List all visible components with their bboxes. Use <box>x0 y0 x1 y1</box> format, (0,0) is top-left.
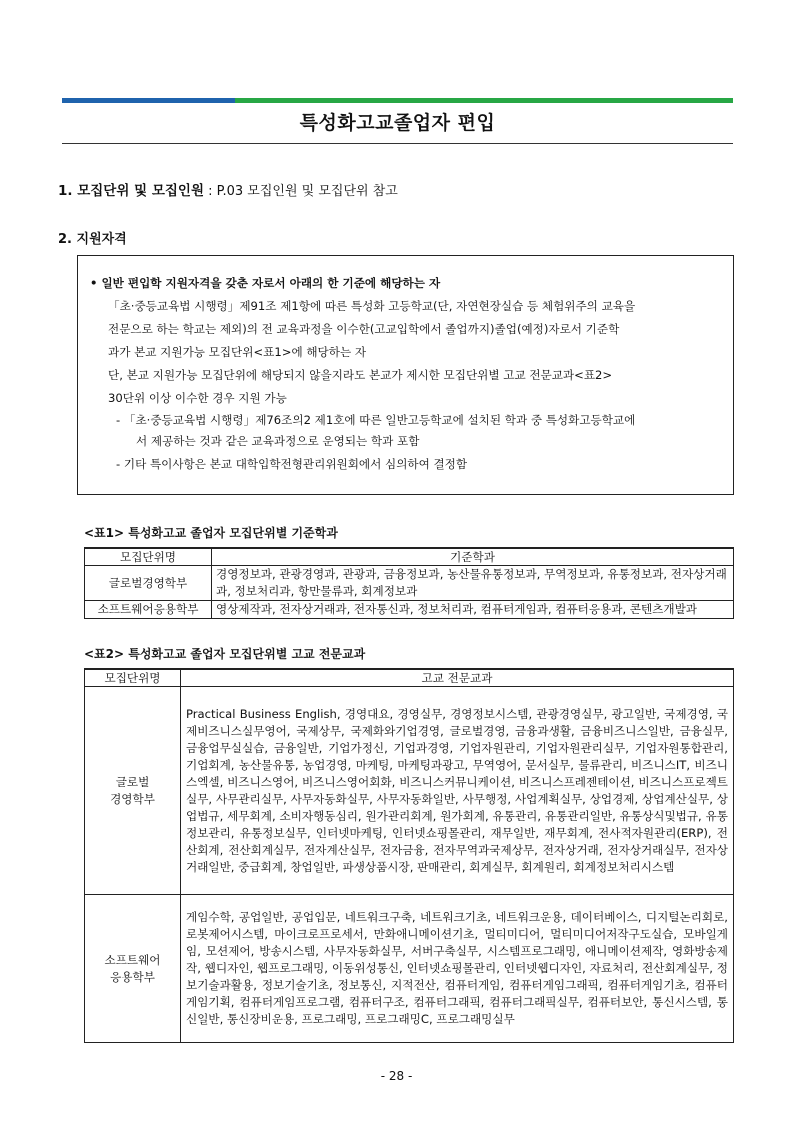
qual-line-7: - 「초·중등교육법 시행령」제76조의2 제1호에 따른 일반고등학교에 설치된 학과 중 특성화고등학교에 <box>116 413 636 427</box>
page-number: - 28 - <box>380 1069 413 1083</box>
table-row <box>85 601 734 619</box>
section1-colon: : <box>204 184 217 199</box>
unit-name <box>85 687 181 895</box>
page-title: 특성화고교졸업자 편입 <box>299 112 496 134</box>
section2-label: 2. 지원자격 <box>58 232 127 247</box>
table2-caption: <표2> 특성화고교 졸업자 모집단위별 고교 전문교과 <box>84 647 366 661</box>
table2-vocational-subjects <box>84 668 734 1043</box>
section1-label: 1. 모집단위 및 모집인원 <box>58 183 204 199</box>
qualification-box <box>77 255 734 495</box>
section-recruitment-unit <box>58 182 398 201</box>
table-header-cell: 모집단위명 <box>85 669 181 687</box>
section1-text: P.03 모집인원 및 모집단위 참고 <box>216 184 398 199</box>
table-header-row <box>85 669 734 687</box>
title-divider <box>62 143 733 144</box>
unit-name-line2: 경영학부 <box>110 791 155 806</box>
unit-name: 글로벌경영학부 <box>85 566 212 601</box>
qual-line-8: 서 제공하는 것과 같은 교육과정으로 운영되는 학과 포함 <box>136 434 420 448</box>
qual-line-1: • 일반 편입학 지원자격을 갖춘 자로서 아래의 한 기준에 해당하는 자 <box>90 276 441 290</box>
unit-name <box>85 895 181 1043</box>
qual-line-6: 30단위 이상 이수한 경우 지원 가능 <box>108 391 287 405</box>
table-header-cell: 기준학과 <box>212 548 734 566</box>
title-bar-blue <box>62 98 235 103</box>
table-row <box>85 687 734 895</box>
table-row <box>85 566 734 601</box>
qual-line-5: 단, 본교 지원가능 모집단위에 해당되지 않을지라도 본교가 제시한 모집단위별 고교 전문교과<표2> <box>108 368 613 382</box>
unit-name-line1: 글로벌 <box>115 774 150 789</box>
vocational-subjects: Practical Business English, 경영대요, 경영실무, 경영정보시스템, 관광경영실무, 광고일반, 국제경영, 국제비즈니스실무영어, 국제상무, 국제화와기업경영, 글로벌경영, 금융과생활, 금융비즈니스일반, 금융실무, 금융업무실실습, 금융일반, 기업가정신, 기업과경영, 기업자원관리, 기업자원관리실무, 기업자원통합관리, 기업회계, 농산물유통, 농업경영, 마케팅, 마케팅과광고, 무역영어, 문서실무, 물류관리, 비즈니스IT, 비즈니스엑셀, 비즈니스영어, 비즈니스영어회화, 비즈니스커뮤니케이션, 비즈니스프레젠테이션, 비즈니스프로젝트실무, 사무관리실무, 사무자동화실무, 사무자동화일반, 사무행정, 사업계획실무, 상업경제, 상업계산실무, 상업법규, 세무회계, 소비자행동심리, 원가관리회계, 원가회계, 유통관리, 유통관리일반, 유통상식및법규, 유통정보관리, 유통정보실무, 인터넷마케팅, 인터넷쇼핑몰관리, 재무일반, 재무회계, 전사적자원관리(ERP), 전산회계, 전산회계실무, 전자계산실무, 전자금융, 전자무역과국제상무, 전자상거래, 전자상거래실무, 전자상거래일반, 중급회계, 창업일반, 파생상품시장, 판매관리, 회계실무, 회계원리, 회계정보처리시스템 <box>181 687 734 895</box>
base-departments: 경영정보과, 관광경영과, 관광과, 금융정보과, 농산물유통정보과, 무역정보과, 유통정보과, 전자상거래과, 정보처리과, 항만물류과, 회계정보과 <box>212 566 734 601</box>
qual-line-3: 전문으로 하는 학교는 제외)의 전 교육과정을 이수한(고교입학에서 졸업까지)졸업(예정)자로서 기준학 <box>108 322 620 336</box>
unit-name-line1: 소프트웨어 <box>104 952 161 967</box>
base-departments: 영상제작과, 전자상거래과, 전자통신과, 정보처리과, 컴퓨터게임과, 컴퓨터응용과, 콘텐츠개발과 <box>212 601 734 619</box>
table-row <box>85 895 734 1043</box>
title-bar-green <box>235 98 733 103</box>
table-header-row <box>85 548 734 566</box>
table1-base-departments <box>84 547 734 619</box>
qual-line-4: 과가 본교 지원가능 모집단위<표1>에 해당하는 자 <box>108 345 367 359</box>
qual-line-9: - 기타 특이사항은 본교 대학입학전형관리위원회에서 심의하여 결정함 <box>116 457 468 471</box>
table1-caption: <표1> 특성화고교 졸업자 모집단위별 기준학과 <box>84 526 338 540</box>
qual-line-2: 「초·중등교육법 시행령」제91조 제1항에 따른 특성화 고등학교(단, 자연현장실습 등 체험위주의 교육을 <box>108 299 636 313</box>
table-header-cell: 고교 전문교과 <box>181 669 734 687</box>
unit-name: 소프트웨어응용학부 <box>85 601 212 619</box>
vocational-subjects: 게임수학, 공업일반, 공업입문, 네트워크구축, 네트워크기초, 네트워크운용, 데이터베이스, 디지털논리회로, 로봇제어시스템, 마이크로프로세서, 만화애니메이션기초, 멀티미디어, 멀티미디어저작구도실습, 모바일게임, 모션제어, 방송시스템, 사무자동화실무, 서버구축실무, 시스템프로그래밍, 애니메이션제작, 영화방송제작, 웹디자인, 웹프로그래밍, 이동위성통신, 인터넷쇼핑몰관리, 인터넷웹디자인, 자료처리, 전산회계실무, 정보기술과활용, 정보기술기초, 정보통신, 지적전산, 컴퓨터게임, 컴퓨터게임그래픽, 컴퓨터게임기초, 컴퓨터게임기획, 컴퓨터게임프로그램, 컴퓨터구조, 컴퓨터그래픽, 컴퓨터그래픽실무, 컴퓨터보안, 통신시스템, 통신일반, 통신장비운용, 프로그래밍, 프로그래밍C, 프로그래밍실무 <box>181 895 734 1043</box>
unit-name-line2: 응용학부 <box>110 969 155 984</box>
table-header-cell: 모집단위명 <box>85 548 212 566</box>
